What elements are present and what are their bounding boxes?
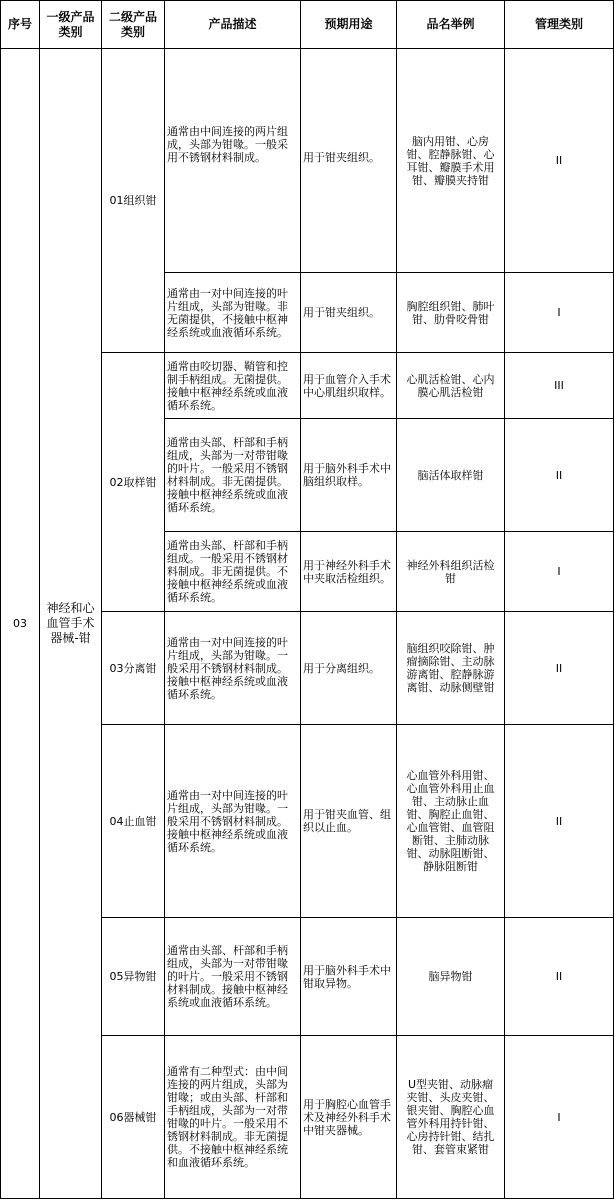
mgmt-cell: II bbox=[505, 49, 614, 273]
cat2-cell: 05异物钳 bbox=[102, 918, 165, 1036]
use-cell: 用于钳夹组织。 bbox=[301, 273, 397, 353]
examples-cell: 胸腔组织钳、肺叶钳、肋骨咬骨钳 bbox=[397, 273, 505, 353]
desc-cell: 通常由一对中间连接的叶片组成，头部为钳喙。一般采用不锈钢材料制成。接触中枢神经系统或血液循环系统。 bbox=[165, 725, 301, 918]
examples-cell: 心血管外科用钳、心血管外科用止血钳、主动脉止血钳、胸腔止血钳、心血管钳、血管阻断钳、主肺动脉钳、动脉阻断钳、静脉阻断钳 bbox=[397, 725, 505, 918]
header-examples: 品名举例 bbox=[397, 1, 505, 49]
mgmt-cell: II bbox=[505, 419, 614, 532]
desc-cell: 通常由头部、杆部和手柄组成，头部为一对带钳喙的叶片。一般采用不锈钢材料制成。非无菌提供。接触中枢神经系统或血液循环系统。 bbox=[165, 419, 301, 532]
header-cat1: 一级产品类别 bbox=[40, 1, 102, 49]
examples-cell: 脑异物钳 bbox=[397, 918, 505, 1036]
use-cell: 用于血管介入手术中心肌组织取样。 bbox=[301, 353, 397, 419]
use-cell: 用于钳夹血管、组织以止血。 bbox=[301, 725, 397, 918]
cat2-cell: 06器械钳 bbox=[102, 1036, 165, 1199]
desc-cell: 通常由中间连接的两片组成，头部为钳喙。一般采用不锈钢材料制成。 bbox=[165, 49, 301, 273]
use-cell: 用于钳夹组织。 bbox=[301, 49, 397, 273]
use-cell: 用于分离组织。 bbox=[301, 612, 397, 725]
desc-cell: 通常由头部、杆部和手柄组成，头部为一对带钳喙的叶片。一般采用不锈钢材料制成。接触中枢神经系统或血液循环系统。 bbox=[165, 918, 301, 1036]
desc-cell: 通常由咬切器、鞘管和控制手柄组成。无菌提供。接触中枢神经系统或血液循环系统。 bbox=[165, 353, 301, 419]
table-row bbox=[1, 49, 614, 273]
examples-cell: U型夹钳、动脉瘤夹钳、头皮夹钳、银夹钳、胸腔心血管外科用持针钳、心房持针钳、结扎钳、套管束紧钳 bbox=[397, 1036, 505, 1199]
header-desc: 产品描述 bbox=[165, 1, 301, 49]
examples-cell: 脑组织咬除钳、肿瘤摘除钳、主动脉游离钳、腔静脉游离钳、动脉侧壁钳 bbox=[397, 612, 505, 725]
mgmt-cell: III bbox=[505, 353, 614, 419]
examples-cell: 心肌活检钳、心内膜心肌活检钳 bbox=[397, 353, 505, 419]
header-use: 预期用途 bbox=[301, 1, 397, 49]
cat2-cell: 01组织钳 bbox=[102, 49, 165, 353]
header-mgmt: 管理类别 bbox=[505, 1, 614, 49]
use-cell: 用于神经外科手术中夹取活检组织。 bbox=[301, 532, 397, 612]
examples-cell: 脑活体取样钳 bbox=[397, 419, 505, 532]
mgmt-cell: I bbox=[505, 273, 614, 353]
cat2-cell: 04止血钳 bbox=[102, 725, 165, 918]
desc-cell: 通常由头部、杆部和手柄组成。一般采用不锈钢材料制成。非无菌提供。不接触中枢神经系统或血液循环系统。 bbox=[165, 532, 301, 612]
seq-cell: 03 bbox=[1, 49, 40, 1199]
desc-cell: 通常由一对中间连接的叶片组成，头部为钳喙。非无菌提供，不接触中枢神经系统或血液循环系统。 bbox=[165, 273, 301, 353]
use-cell: 用于脑外科手术中脑组织取样。 bbox=[301, 419, 397, 532]
cat2-cell: 03分离钳 bbox=[102, 612, 165, 725]
header-seq: 序号 bbox=[1, 1, 40, 49]
desc-cell: 通常由一对中间连接的叶片组成，头部为钳喙。一般采用不锈钢材料制成。接触中枢神经系统或血液循环系统。 bbox=[165, 612, 301, 725]
desc-cell: 通常有二种型式：由中间连接的两片组成，头部为钳喙；或由头部、杆部和手柄组成，头部为一对带钳喙的叶片。一般采用不锈钢材料制成。非无菌提供。不接触中枢神经系统和血液循环系统。 bbox=[165, 1036, 301, 1199]
use-cell: 用于胸腔心血管手术及神经外科手术中钳夹器械。 bbox=[301, 1036, 397, 1199]
examples-cell: 神经外科组织活检钳 bbox=[397, 532, 505, 612]
use-cell: 用于脑外科手术中钳取异物。 bbox=[301, 918, 397, 1036]
examples-cell: 脑内用钳、心房钳、腔静脉钳、心耳钳、瓣膜手术用钳、瓣膜夹持钳 bbox=[397, 49, 505, 273]
mgmt-cell: II bbox=[505, 918, 614, 1036]
mgmt-cell: II bbox=[505, 725, 614, 918]
cat1-cell: 神经和心血管手术器械-钳 bbox=[40, 49, 102, 1199]
header-row bbox=[1, 1, 614, 49]
mgmt-cell: I bbox=[505, 532, 614, 612]
mgmt-cell: I bbox=[505, 1036, 614, 1199]
mgmt-cell: II bbox=[505, 612, 614, 725]
header-cat2: 二级产品类别 bbox=[102, 1, 165, 49]
cat2-cell: 02取样钳 bbox=[102, 353, 165, 612]
